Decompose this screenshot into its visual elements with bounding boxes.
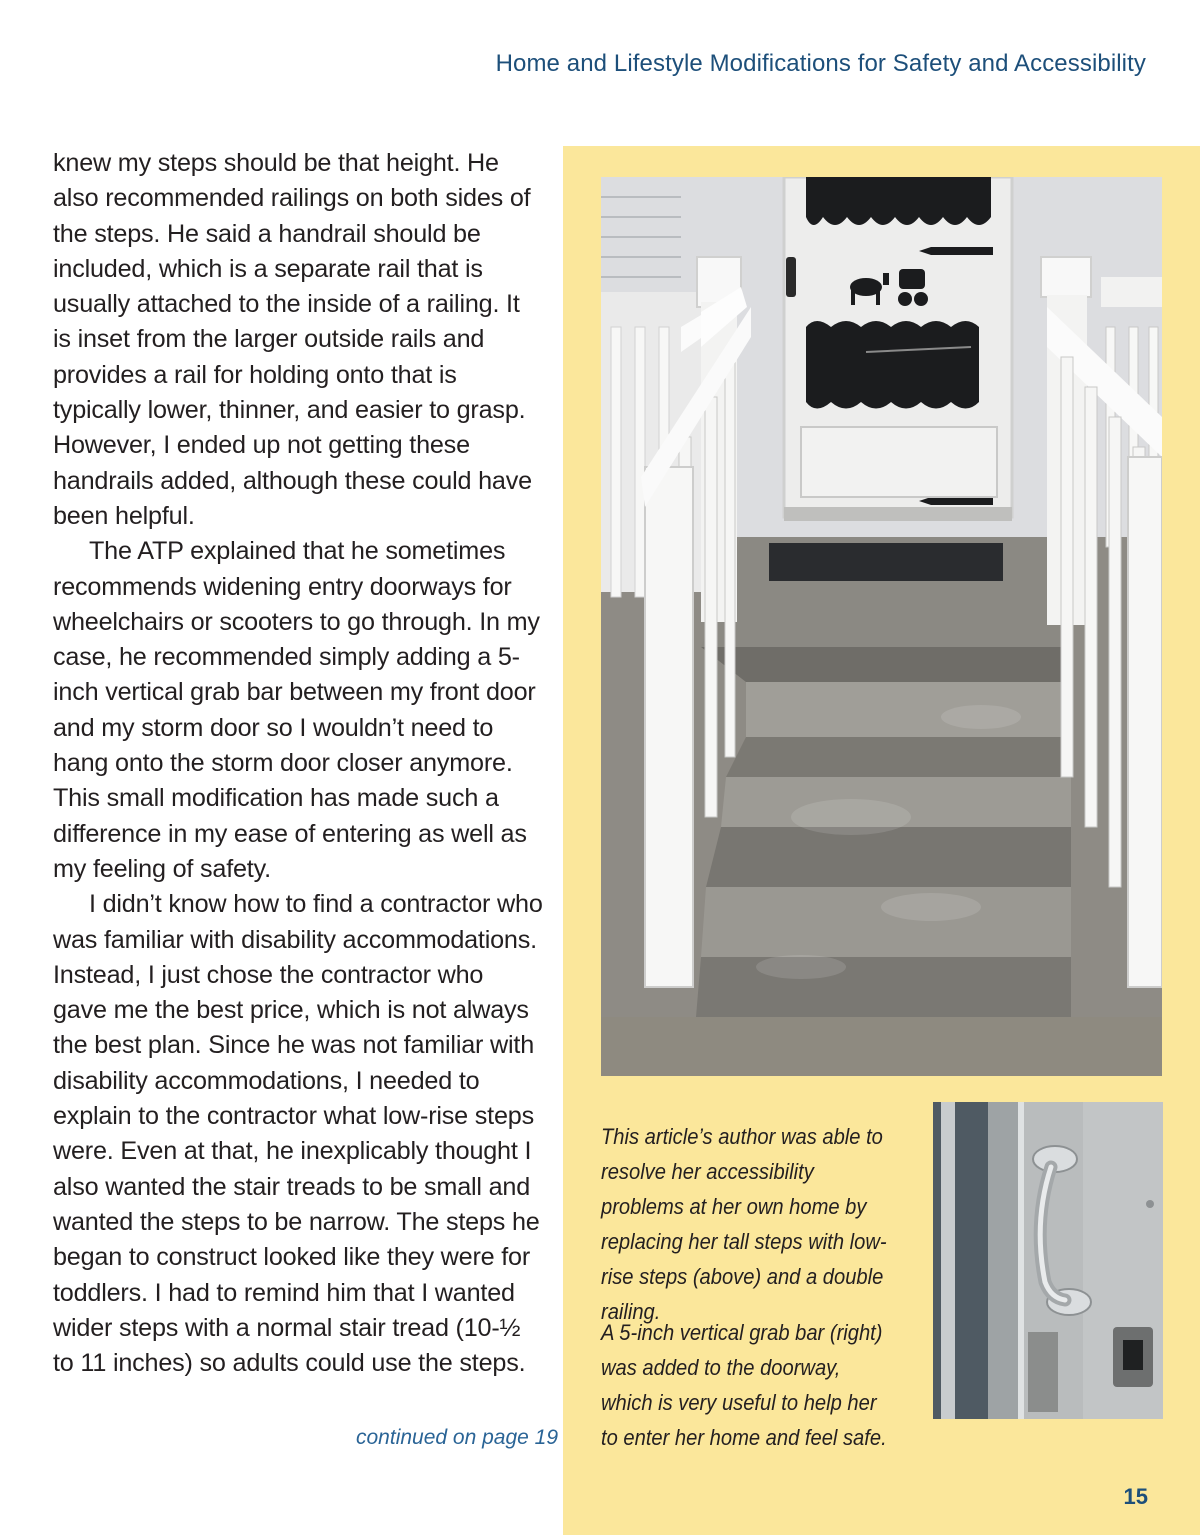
running-header: Home and Lifestyle Modifications for Safety and Accessibility	[495, 50, 1146, 77]
photo-low-rise-steps	[601, 177, 1162, 1076]
photo-grab-bar	[933, 1102, 1163, 1419]
article-paragraph: knew my steps should be that height. He also recommended railings on both sides of the steps. He said a handrail should be included, which is a separate rail that is usually attached to the inside of a railing. It is inset from the larger outside rails and provides a rail for holding onto that is typically lower, thinner, and easier to grasp. However, I ended up not getting these handrails added, although these could have been helpful.	[53, 149, 532, 530]
photo-caption-steps: This article’s author was able to resolve her accessibility problems at her own home by replacing her tall steps with low-rise steps (above) and a double railing.	[601, 1124, 887, 1324]
continued-link[interactable]: continued on page 19	[356, 1426, 559, 1449]
photo-caption-grab-bar: A 5-inch vertical grab bar (right) was added to the doorway, which is very useful to help her to enter her home and feel safe.	[601, 1320, 887, 1450]
article-paragraph: The ATP explained that he sometimes recommends widening entry doorways for wheelchairs or scooters to go through. In my case, he recommended simply adding a 5-inch vertical grab bar between my front door and my storm door so I wouldn’t need to hang onto the storm door closer anymore. This small modification has made such a difference in my ease of entering as well as my feeling of safety.	[53, 537, 540, 883]
article-body	[53, 146, 543, 1381]
article-paragraph: I didn’t know how to find a contractor who was familiar with disability accommodations. Instead, I just chose the contractor who gave me the best price, which is not always the best plan. Since he was not familiar with disability accommodations, I needed to explain to the contractor what low-rise steps were. Even at that, he inexplicably thought I also wanted the stair treads to be small and wanted the steps to be narrow. The steps he began to construct looked like they were for toddlers. I had to remind him that I wanted wider steps with a normal stair tread (10-½ to 11 inches) so adults could use the steps.	[53, 890, 543, 1378]
page-number: 15	[1123, 1484, 1148, 1509]
